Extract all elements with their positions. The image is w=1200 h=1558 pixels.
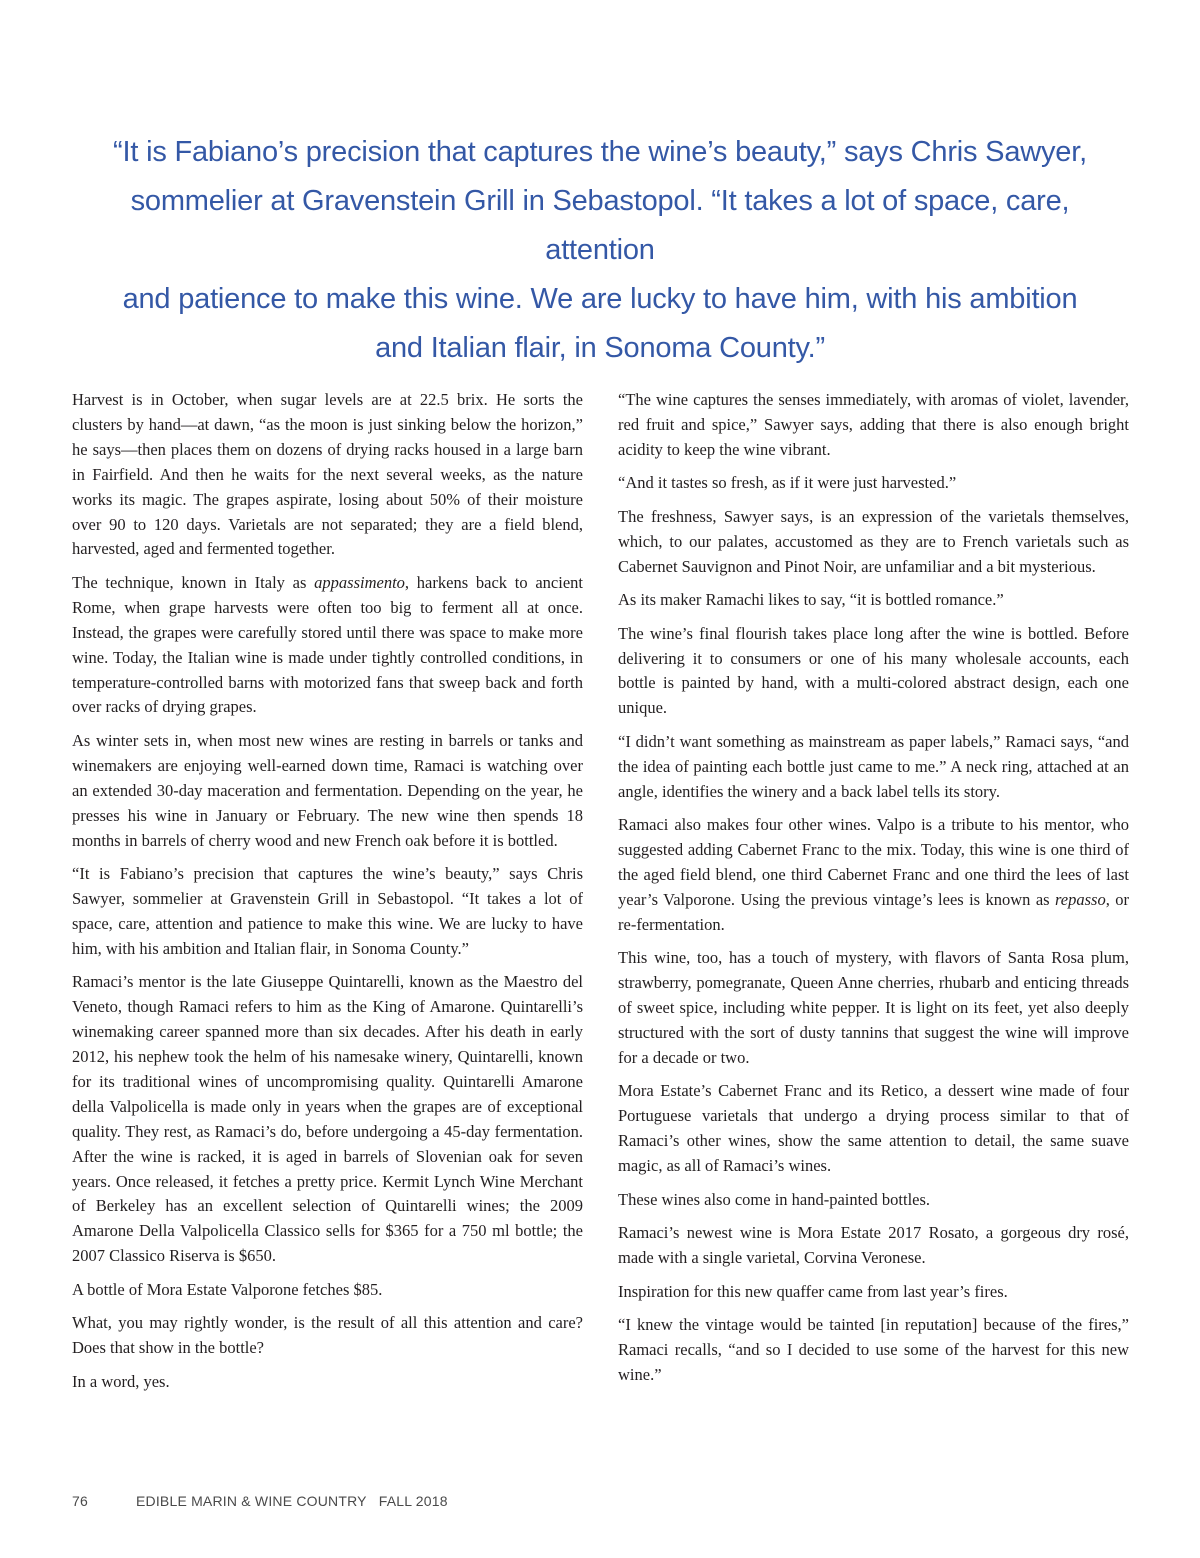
article-paragraph: “I didn’t want something as mainstream as paper labels,” Ramaci says, “and the idea of painting each bottle just came to me.” A neck ring, attached at an angle, identifies the winery and a back label tells its story. [618,731,1129,801]
article-paragraph [618,813,1129,938]
article-paragraph: Harvest is in October, when sugar levels are at 22.5 brix. He sorts the clusters by hand—at dawn, “as the moon is just sinking below the horizon,” he says—then places them on dozens of drying racks housed in a large barn in Fairfield. And then he waits for the next several weeks, as the nature works its magic. The grapes aspirate, losing about 50% of their moisture over 90 to 120 days. Varietals are not separated; they are a field blend, harvested, aged and fermented together. [72,390,583,559]
publication-name: EDIBLE MARIN & WINE COUNTRY [135,1493,367,1509]
pull-quote [100,128,1100,373]
pull-quote-line: “It is Fabiano’s precision that captures the wine’s beauty,” says Chris Sawyer, [113,136,1087,168]
article-paragraph: Ramaci’s newest wine is Mora Estate 2017 Rosato, a gorgeous dry rosé, made with a single varietal, Corvina Veronese. [618,1223,1129,1268]
article-paragraph: “I knew the vintage would be tainted [in reputation] because of the fires,” Ramaci recalls, “and so I decided to use some of the harvest for this new wine.” [618,1315,1129,1384]
article-paragraph: In a word, yes. [72,1371,170,1391]
pull-quote-line: and patience to make this wine. We are lucky to have him, with his ambition [122,283,1078,315]
italic-term: repasso [1054,889,1106,909]
article-paragraph [72,571,583,720]
pull-quote-line: and Italian flair, in Sonoma County.” [375,332,825,364]
article-paragraph: Ramaci’s mentor is the late Giuseppe Quintarelli, known as the Maestro del Veneto, though Ramaci refers to him as the King of Amarone. Quintarelli’s winemaking career spanned more than six decades. After his death in early 2012, his nephew took the helm of his namesake winery, Quintarelli, known for its traditional wines of uncompromising quality. Quintarelli Amarone della Valpolicella is made only in years when the grapes are of exceptional quality. They rest, as Ramaci’s do, before undergoing a 45-day fermentation. After the wine is racked, it is aged in barrels of Slovenian oak for seven years. Once released, it fetches a pretty price. Kermit Lynch Wine Merchant of Berkeley has an excellent selection of Quintarelli wines; the 2009 Amarone Della Valpolicella Classico sells for $365 for a 750 ml bottle; the 2007 Classico Riserva is $650. [72,972,583,1266]
article-paragraph: These wines also come in hand-painted bottles. [618,1189,931,1209]
issue-date: FALL 2018 [378,1493,448,1509]
article-paragraph: “And it tastes so fresh, as if it were just harvested.” [618,473,957,493]
paragraph-text: The technique, known in Italy as [72,572,315,592]
page-number: 76 [72,1493,88,1509]
article-paragraph: Inspiration for this new quaffer came from last year’s fires. [618,1281,1008,1301]
article-column-left [72,388,583,1403]
article-paragraph: “The wine captures the senses immediately, with aromas of violet, lavender, red fruit and spice,” Sawyer says, adding that there is also enough bright acidity to keep the wine vibrant. [618,390,1129,459]
article-paragraph: The freshness, Sawyer says, is an expression of the varietals themselves, which, to our palates, accustomed as they are to French varietals such as Cabernet Sauvignon and Pinot Noir, are unfamiliar and a bit mysterious. [618,506,1129,576]
article-paragraph: Mora Estate’s Cabernet Franc and its Retico, a dessert wine made of four Portuguese varietals that undergo a drying process similar to that of Ramaci’s other wines, show the same attention to detail, the same suave magic, as all of Ramaci’s wines. [618,1081,1129,1176]
article-paragraph: As winter sets in, when most new wines are resting in barrels or tanks and winemakers are enjoying well-earned down time, Ramaci is watching over an extended 30-day maceration and fermentation. Depending on the year, he presses his wine in January or February. The new wine then spends 18 months in barrels of cherry wood and new French oak before it is bottled. [72,730,583,850]
article-paragraph: This wine, too, has a touch of mystery, with flavors of Santa Rosa plum, strawberry, pomegranate, Queen Anne cherries, rhubarb and enticing threads of sweet spice, including white pepper. It is light on its feet, yet also deeply structured with the sort of dusty tannins that suggest the wine will improve for a decade or two. [618,948,1129,1067]
page-footer [72,1493,448,1509]
article-paragraph: A bottle of Mora Estate Valporone fetches $85. [72,1279,383,1299]
article-paragraph: The wine’s final flourish takes place long after the wine is bottled. Before delivering it to consumers or one of his many wholesale accounts, each bottle is painted by hand, with a multi-colored abstract design, each one unique. [618,623,1129,718]
pull-quote-line: sommelier at Gravenstein Grill in Sebastopol. “It takes a lot of space, care, attention [130,185,1070,266]
article-paragraph: As its maker Ramachi likes to say, “it is bottled romance.” [618,590,1004,610]
article-column-right [618,388,1129,1396]
article-paragraph: What, you may rightly wonder, is the result of all this attention and care? Does that show in the bottle? [72,1313,583,1358]
paragraph-text: , harkens back to ancient Rome, when grape harvests were often too big to ferment all at once. Instead, the grapes were carefully stored until there was space to make more wine. Today, the Italian wine is made under tightly controlled conditions, in temperature-controlled barns with motorized fans that sweep back and forth over racks of drying grapes. [72,572,583,717]
italic-term: appassimento [314,572,405,592]
paragraph-text: Ramaci also makes four other wines. Valpo is a tribute to his mentor, who suggested adding Cabernet Franc to the mix. Today, this wine is one third of the aged field blend, one third Cabernet Franc and one third the lees of last year’s Valporone. Using the previous vintage’s lees is known as [618,815,1129,909]
paragraph-text: , or re-fermentation. [618,889,1129,934]
article-paragraph: “It is Fabiano’s precision that captures the wine’s beauty,” says Chris Sawyer, sommelier at Gravenstein Grill in Sebastopol. “It takes a lot of space, care, attention and patience to make this wine. We are lucky to have him, with his ambition and Italian flair, in Sonoma County.” [72,864,583,958]
